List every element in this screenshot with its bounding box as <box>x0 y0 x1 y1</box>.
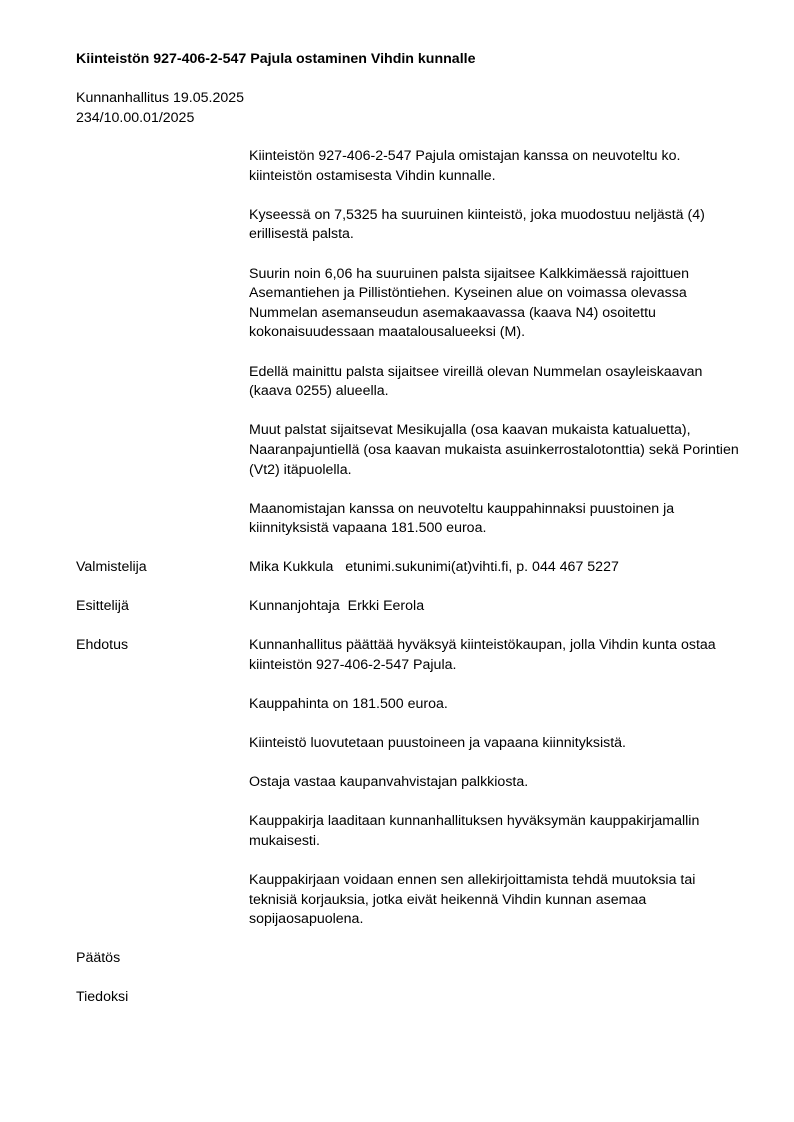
proposal-section <box>249 636 739 950</box>
proposal-paragraph: Kiinteistö luovutetaan puustoineen ja vapaana kiinnityksistä. <box>249 734 627 751</box>
preparer-label: Valmistelija <box>76 559 147 575</box>
record-number: 234/10.00.01/2025 <box>76 109 195 126</box>
description-paragraph: Kyseessä on 7,5325 ha suuruinen kiinteistö, joka muodostuu neljästä (4) erillisestä palsta. <box>249 206 705 243</box>
proposal-paragraph: Kauppahinta on 181.500 euroa. <box>249 695 448 712</box>
meeting-info <box>76 89 244 128</box>
description-section <box>249 147 739 558</box>
presenter-label: Esittelijä <box>76 598 129 614</box>
description-paragraph: Edellä mainittu palsta sijaitsee vireillä olevan Nummelan osayleiskaavan (kaava 0255) alueella. <box>249 363 703 400</box>
meeting-date: Kunnanhallitus 19.05.2025 <box>76 90 245 106</box>
decision-label: Päätös <box>76 950 121 966</box>
proposal-label: Ehdotus <box>76 637 129 653</box>
description-paragraph: Muut palstat sijaitsevat Mesikujalla (osa kaavan mukaista katualuetta), Naaranpajuntiellä (osa kaavan mukaista asuinkerrostalotonttia) sekä Porintien (Vt2) itäpuolella. <box>249 422 739 478</box>
notification-label: Tiedoksi <box>76 989 129 1005</box>
document-title: Kiinteistön 927-406-2-547 Pajula ostaminen Vihdin kunnalle <box>76 51 476 67</box>
description-paragraph: Suurin noin 6,06 ha suuruinen palsta sijaitsee Kalkkimäessä rajoittuen Asemantiehen ja Pillistöntiehen. Kyseinen alue on voimassa olevassa Nummelan asemanseudun asemakaavassa (kaava N4) osoitettu kokonaisuudessaan maatalousalueeksi (M). <box>249 265 690 341</box>
preparer-value: Mika Kukkula etunimi.sukunimi(at)vihti.fi, p. 044 467 5227 <box>249 559 619 575</box>
proposal-paragraph: Kauppakirjaan voidaan ennen sen allekirjoittamista tehdä muutoksia tai teknisiä korjauksia, jotka eivät heikennä Vihdin kunnan asemaa sopijaosapuolena. <box>249 872 696 928</box>
proposal-paragraph: Ostaja vastaa kaupanvahvistajan palkkiosta. <box>249 774 529 791</box>
description-paragraph: Kiinteistön 927-406-2-547 Pajula omistajan kanssa on neuvoteltu ko. kiinteistön ostamisesta Vihdin kunnalle. <box>249 148 681 184</box>
presenter-value: Kunnanjohtaja Erkki Eerola <box>249 598 425 614</box>
proposal-paragraph: Kunnanhallitus päättää hyväksyä kiinteistökaupan, jolla Vihdin kunta ostaa kiinteistön 927-406-2-547 Pajula. <box>249 637 716 673</box>
proposal-paragraph: Kauppakirja laaditaan kunnanhallituksen hyväksymän kauppakirjamallin mukaisesti. <box>249 813 700 849</box>
description-paragraph: Maanomistajan kanssa on neuvoteltu kauppahinnaksi puustoinen ja kiinnityksistä vapaana 181.500 euroa. <box>249 500 675 537</box>
